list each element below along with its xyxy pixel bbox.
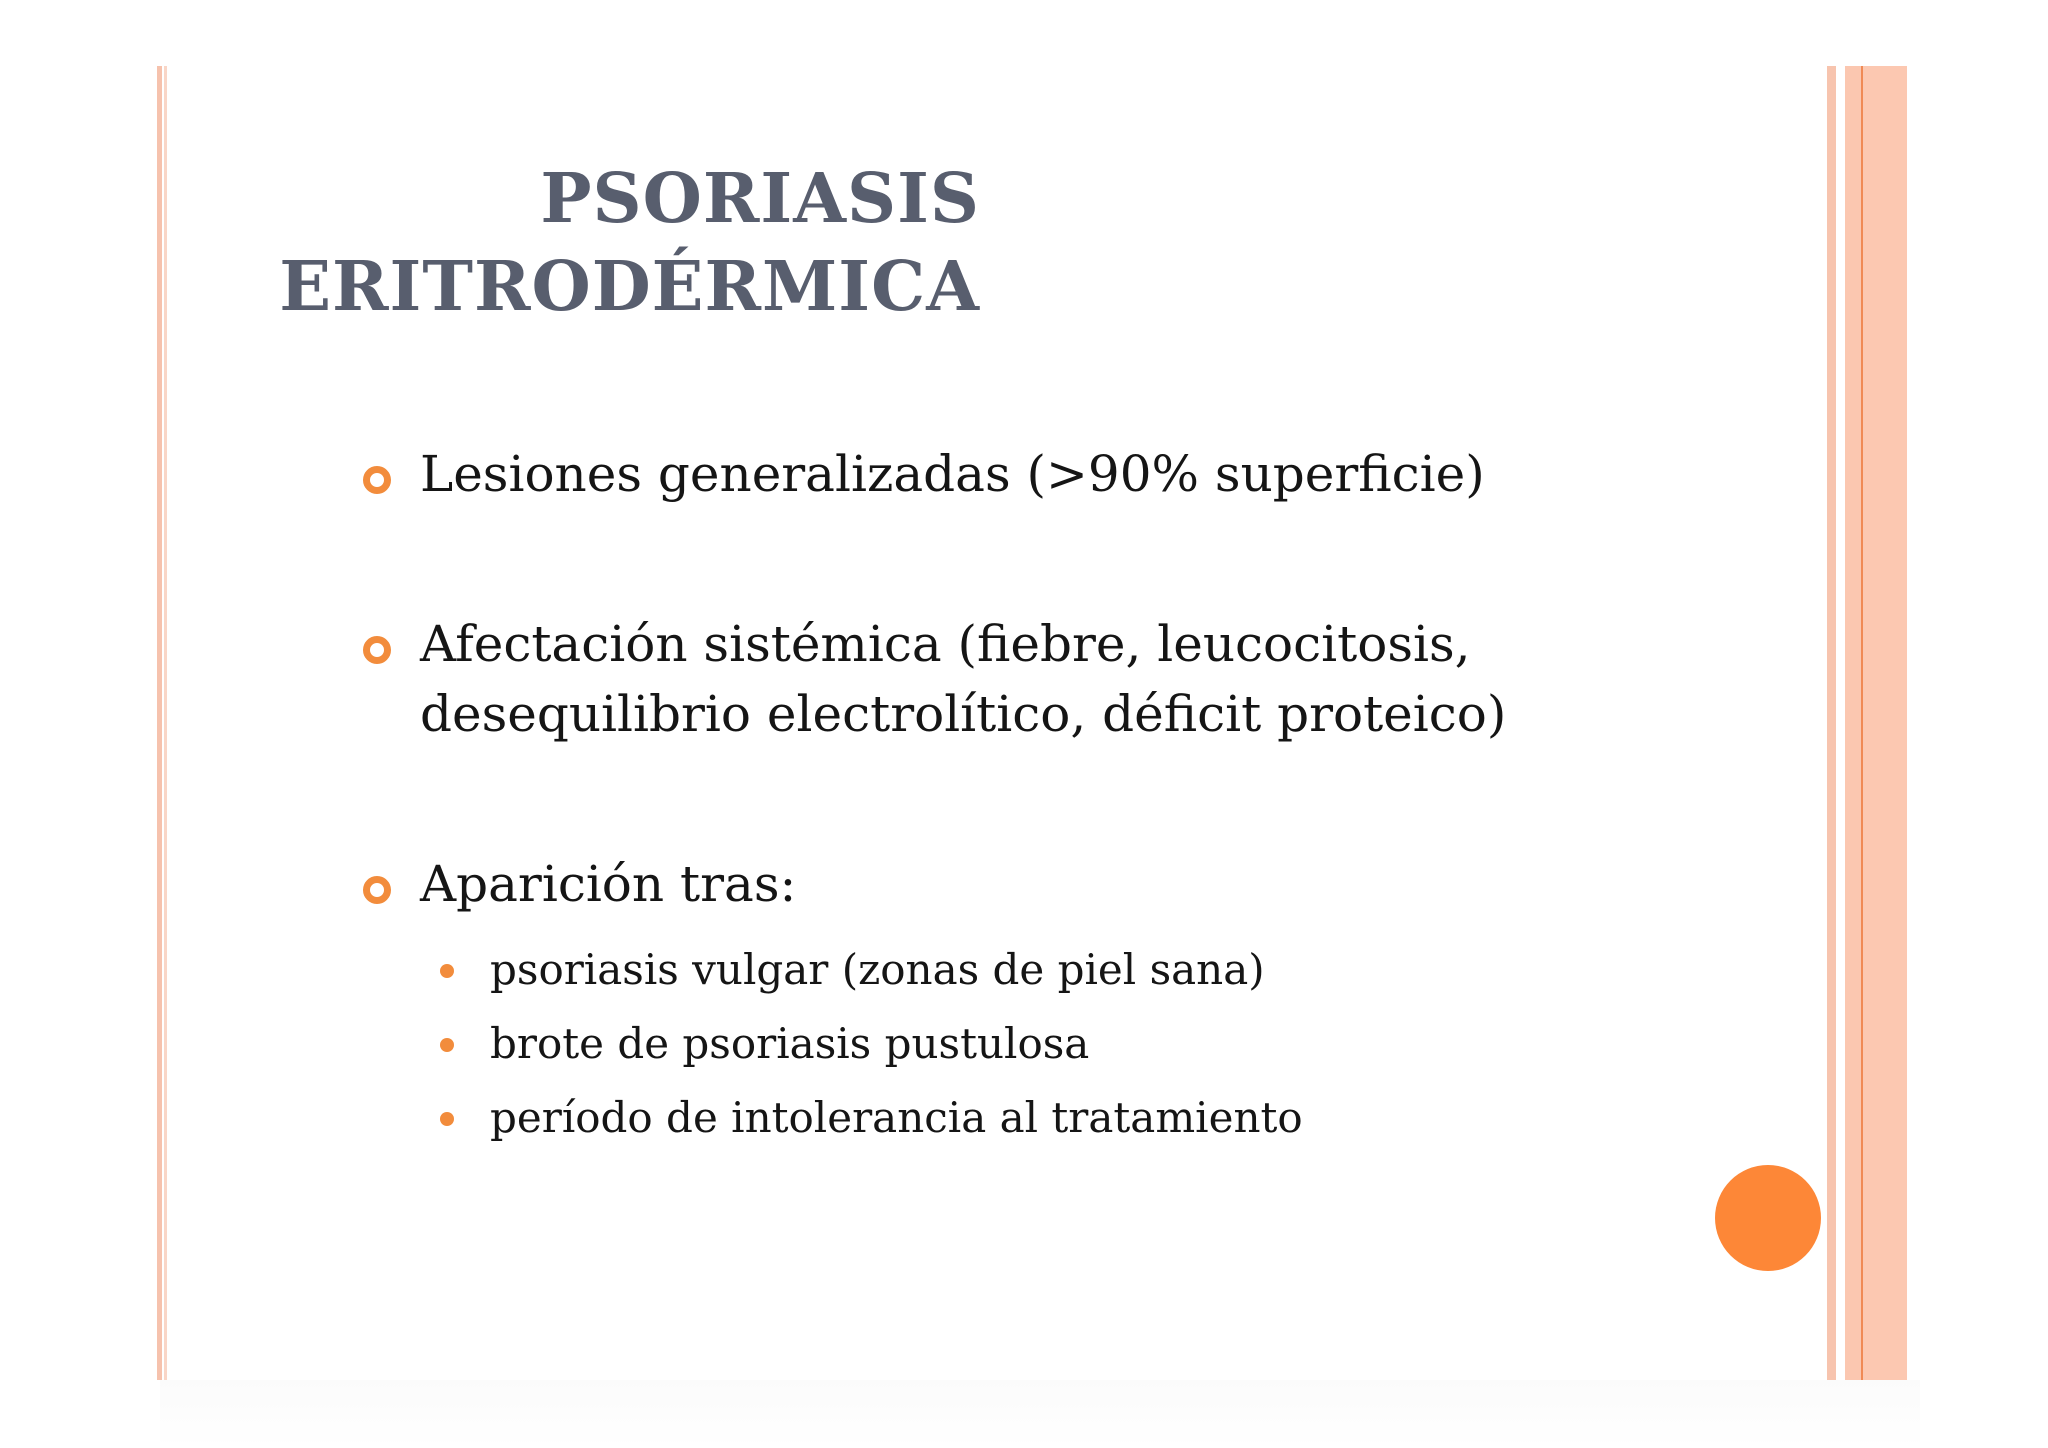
sub-bullet-text: período de intolerancia al tratamiento [490, 1093, 1303, 1142]
dot-bullet-icon [440, 1112, 454, 1126]
sub-bullet-text: psoriasis vulgar (zonas de piel sana) [490, 945, 1265, 994]
bullet-text: Aparición tras: [420, 855, 797, 913]
bullet-text: Lesiones generalizadas (>90% superficie) [420, 445, 1485, 503]
right-decorative-band [1827, 66, 1907, 1380]
slide-title [200, 155, 980, 331]
ring-bullet-icon [363, 876, 391, 904]
dot-bullet-icon [440, 1038, 454, 1052]
slide-title-line-1: PSORIASIS [540, 159, 980, 239]
left-border-stripe [157, 66, 162, 1380]
sub-bullet-text: brote de psoriasis pustulosa [490, 1019, 1090, 1068]
right-stripe-2 [1845, 66, 1861, 1380]
bullet-text-line-1: Afectación sistémica (fiebre, leucocitosis, [420, 615, 1471, 673]
slide-title-line-2: ERITRODÉRMICA [279, 247, 980, 327]
orange-circle-decoration [1715, 1165, 1821, 1271]
left-border-stripe-inner [164, 66, 167, 1380]
ring-bullet-icon [363, 636, 391, 664]
dot-bullet-icon [440, 964, 454, 978]
right-stripe-1 [1827, 66, 1836, 1380]
right-stripe-3 [1863, 66, 1907, 1380]
bullet-text-line-2: desequilibrio electrolítico, déficit proteico) [420, 685, 1507, 743]
slide-bottom-shadow [160, 1380, 1920, 1448]
ring-bullet-icon [363, 466, 391, 494]
